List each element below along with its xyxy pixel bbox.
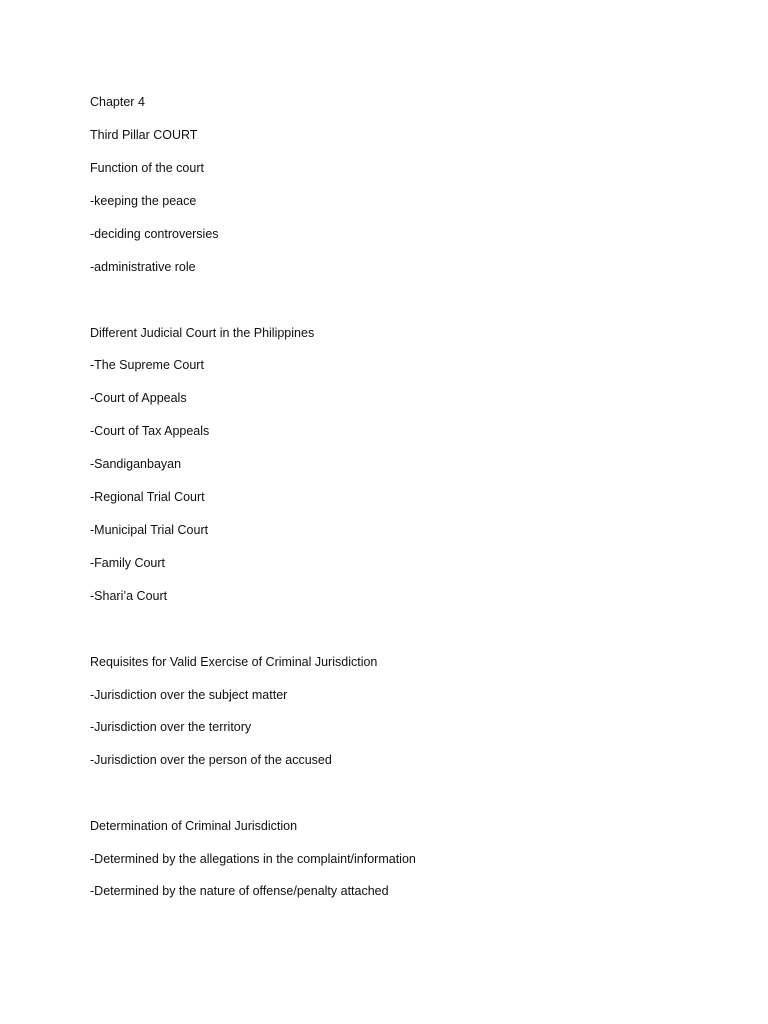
list-item: -deciding controversies [90, 227, 219, 241]
section-title: Third Pillar COURT [90, 128, 198, 142]
list-item: -administrative role [90, 260, 196, 274]
list-item: -keeping the peace [90, 194, 197, 208]
section-heading: Different Judicial Court in the Philippines [90, 326, 315, 340]
section-heading: Requisites for Valid Exercise of Criminal Jurisdiction [90, 655, 378, 669]
list-item: -Determined by the allegations in the complaint/information [90, 852, 416, 866]
list-item: -Jurisdiction over the territory [90, 720, 252, 734]
list-item: -The Supreme Court [90, 358, 204, 372]
list-item: -Jurisdiction over the subject matter [90, 688, 288, 702]
list-item: -Family Court [90, 556, 166, 570]
list-item: -Regional Trial Court [90, 490, 205, 504]
list-item: -Shari’a Court [90, 589, 168, 603]
list-item: -Jurisdiction over the person of the accused [90, 753, 332, 767]
list-item: -Sandiganbayan [90, 457, 182, 471]
list-item: -Court of Tax Appeals [90, 424, 210, 438]
list-item: -Court of Appeals [90, 391, 187, 405]
section-heading: Function of the court [90, 161, 204, 175]
list-item: -Determined by the nature of offense/penalty attached [90, 884, 389, 898]
chapter-heading: Chapter 4 [90, 95, 145, 109]
list-item: -Municipal Trial Court [90, 523, 209, 537]
section-heading: Determination of Criminal Jurisdiction [90, 819, 298, 833]
